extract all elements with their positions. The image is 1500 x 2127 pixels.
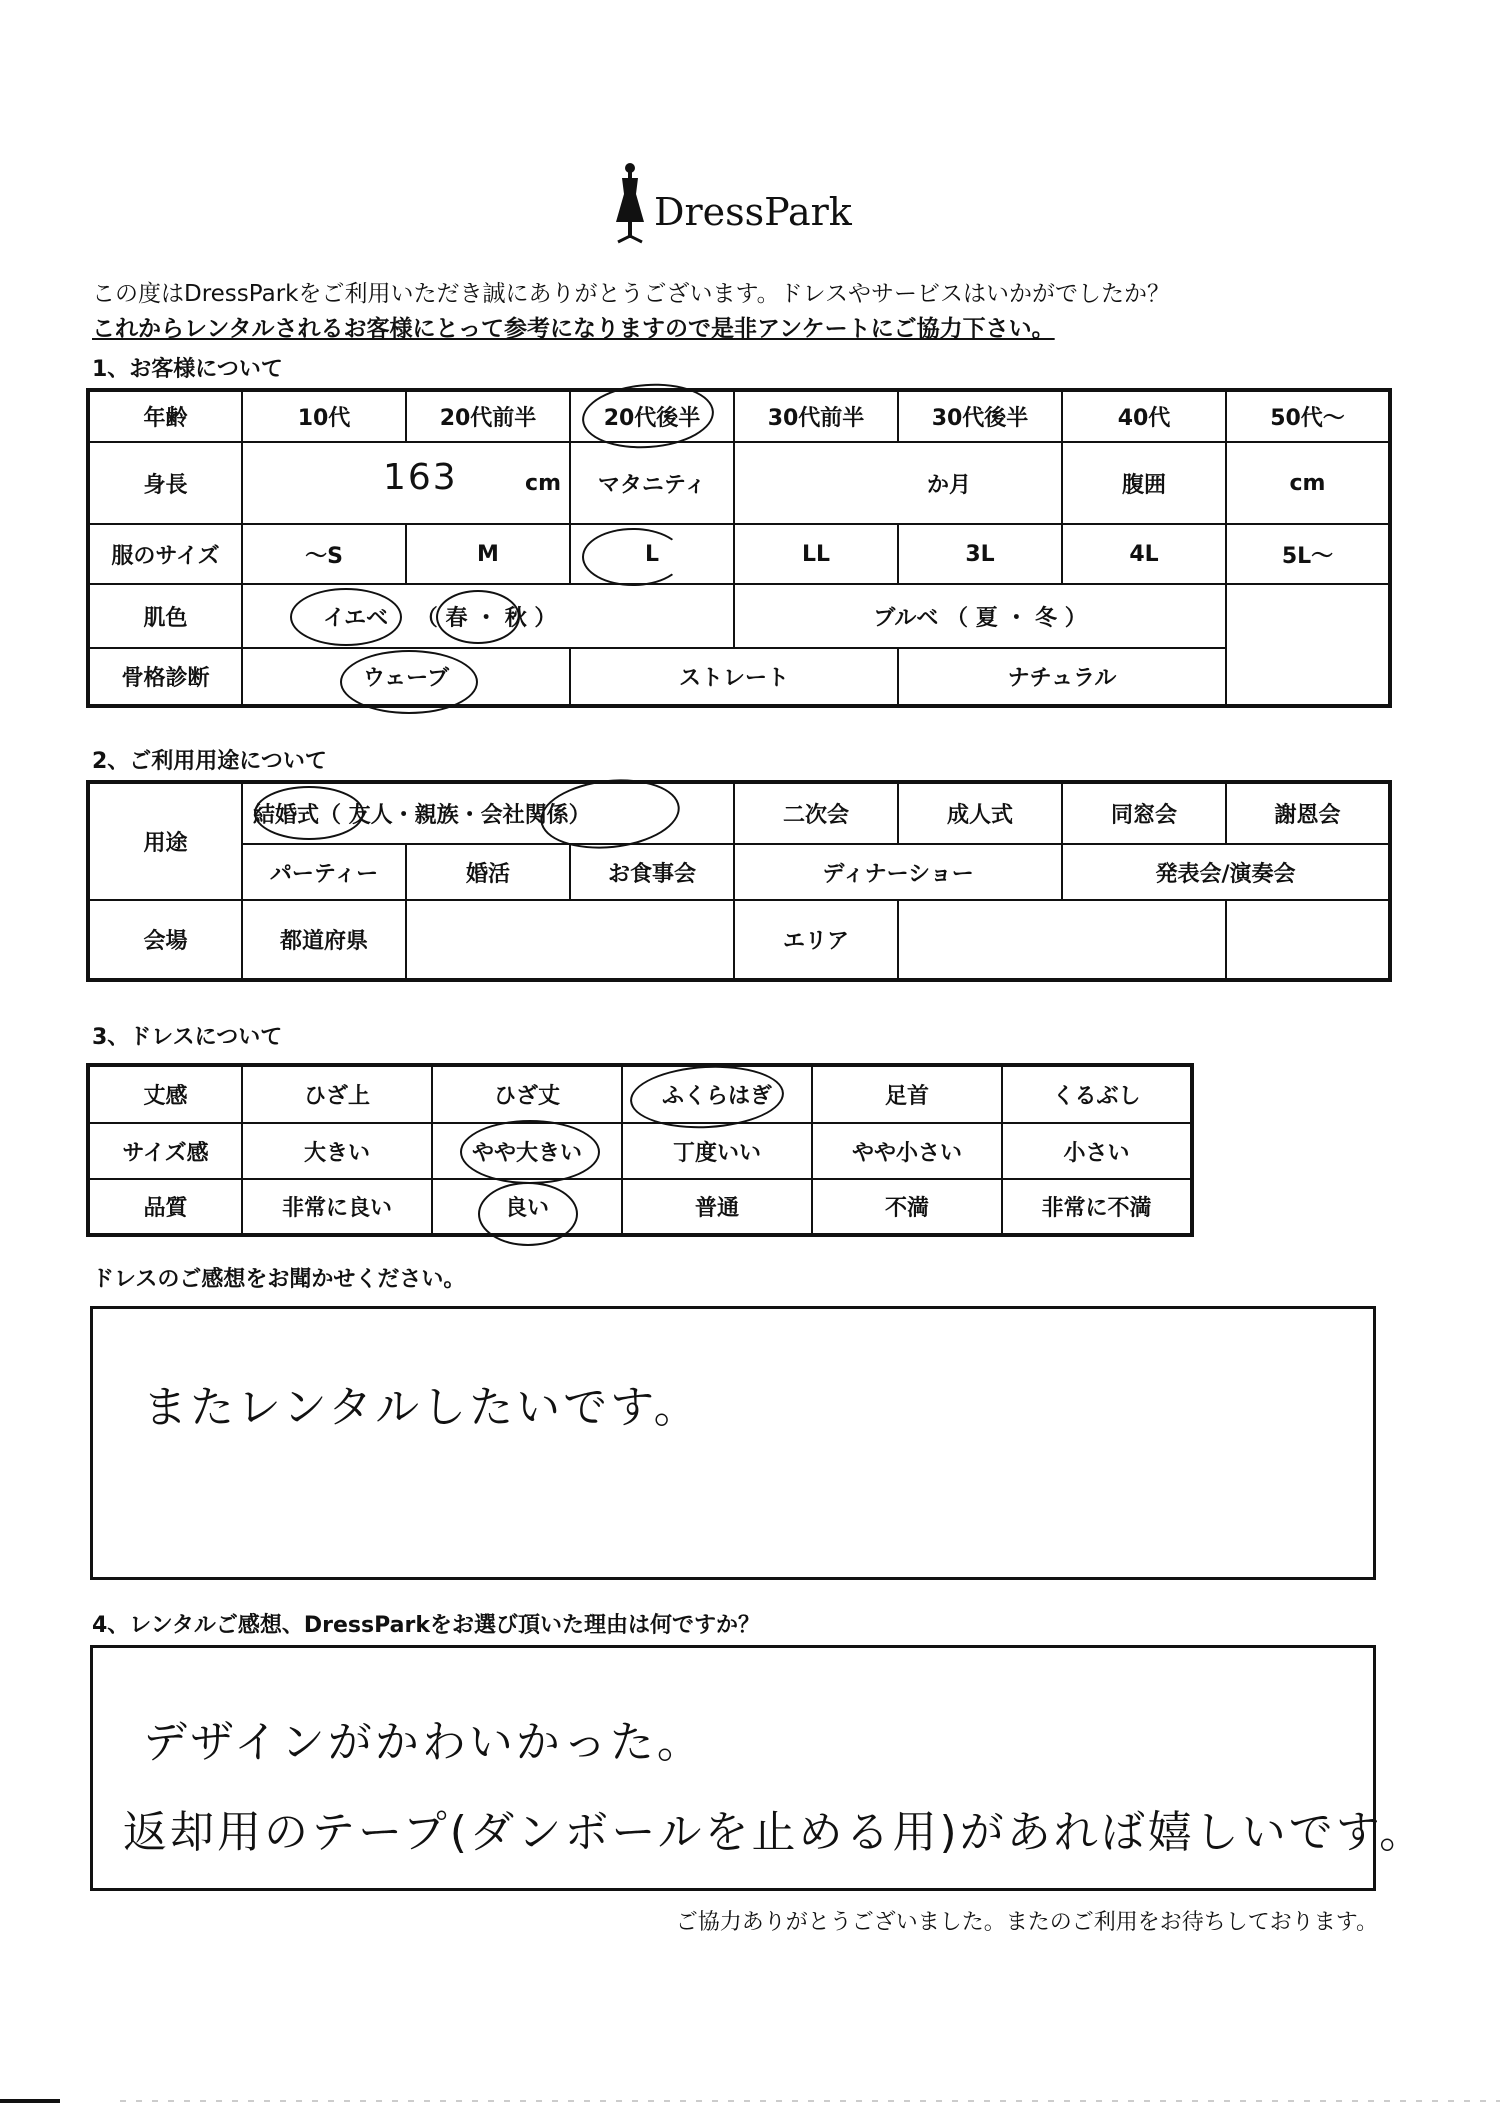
intro-text: この度はDressParkをご利用いただき誠にありがとうございます。ドレスやサービスはいかがでしたか？ bbox=[92, 281, 1170, 307]
purpose-option[interactable]: 同窓会 bbox=[1062, 782, 1226, 844]
age-option[interactable]: 10代 bbox=[242, 390, 406, 442]
fit-option[interactable]: 小さい bbox=[1002, 1123, 1192, 1179]
empty-cell bbox=[1226, 900, 1390, 980]
dress-form-icon bbox=[610, 160, 650, 250]
belly-unit: cm bbox=[1289, 470, 1326, 496]
purpose-option[interactable]: 発表会/演奏会 bbox=[1062, 844, 1390, 900]
section4-title: 4、レンタルご感想、DressParkをお選び頂いた理由は何ですか？ bbox=[92, 1613, 760, 1638]
fit-row bbox=[88, 1123, 1192, 1179]
closing-message: ご協力ありがとうございました。またのご利用をお待ちしております。 bbox=[675, 1910, 1378, 1935]
fit-option-selected[interactable]: やや大きい bbox=[432, 1123, 622, 1179]
skin-yellow-seasons[interactable]: （ 春 ・ 秋 ） bbox=[415, 605, 557, 631]
brand-name: DressPark bbox=[654, 190, 852, 234]
purpose-option[interactable]: 謝恩会 bbox=[1226, 782, 1390, 844]
purpose-option[interactable]: 成人式 bbox=[898, 782, 1062, 844]
height-field[interactable] bbox=[242, 442, 570, 524]
impression-answer: またレンタルしたいです。 bbox=[143, 1382, 701, 1433]
purpose-option[interactable]: パーティー bbox=[242, 844, 406, 900]
fit-option[interactable]: 大きい bbox=[242, 1123, 432, 1179]
height-label: 身長 bbox=[88, 442, 242, 524]
customer-table bbox=[86, 388, 1392, 708]
brand-logo bbox=[610, 160, 850, 260]
frame-row bbox=[88, 648, 1390, 706]
height-row bbox=[88, 442, 1390, 524]
quality-option-selected[interactable]: 良い bbox=[432, 1179, 622, 1235]
impression-box[interactable] bbox=[90, 1306, 1376, 1580]
impression-prompt: ドレスのご感想をお聞かせください。 bbox=[92, 1267, 466, 1292]
quality-label: 品質 bbox=[88, 1179, 242, 1235]
purpose-option[interactable]: 婚活 bbox=[406, 844, 570, 900]
size-option[interactable]: M bbox=[406, 524, 570, 584]
age-option[interactable]: 20代前半 bbox=[406, 390, 570, 442]
frame-option-selected[interactable]: ウェーブ bbox=[242, 648, 570, 706]
purpose-option[interactable]: お食事会 bbox=[570, 844, 734, 900]
fit-label: サイズ感 bbox=[88, 1123, 242, 1179]
length-option[interactable]: 足首 bbox=[812, 1065, 1002, 1123]
age-option[interactable]: 30代前半 bbox=[734, 390, 898, 442]
belly-label: 腹囲 bbox=[1062, 442, 1226, 524]
length-option-selected[interactable]: ふくらはぎ bbox=[622, 1065, 812, 1123]
age-label: 年齢 bbox=[88, 390, 242, 442]
section2-title: 2、ご利用用途について bbox=[92, 749, 327, 774]
length-option[interactable]: ひざ上 bbox=[242, 1065, 432, 1123]
quality-option[interactable]: 不満 bbox=[812, 1179, 1002, 1235]
length-option[interactable]: ひざ丈 bbox=[432, 1065, 622, 1123]
frame-option[interactable]: ストレート bbox=[570, 648, 898, 706]
height-unit: cm bbox=[525, 470, 561, 496]
age-option[interactable]: 50代～ bbox=[1226, 390, 1390, 442]
reason-answer-line2: 返却用のテープ(ダンボールを止める用)があれば嬉しいです。 bbox=[123, 1807, 1427, 1858]
age-row bbox=[88, 390, 1390, 442]
intro-request: これからレンタルされるお客様にとって参考になりますので是非アンケートにご協力下さい。 bbox=[92, 316, 1055, 342]
size-option[interactable]: ～S bbox=[242, 524, 406, 584]
dress-table bbox=[86, 1063, 1194, 1237]
section1-title: 1、お客様について bbox=[92, 357, 283, 382]
purpose-table bbox=[86, 780, 1392, 982]
purpose-option[interactable]: ディナーショー bbox=[734, 844, 1062, 900]
area-field[interactable] bbox=[898, 900, 1226, 980]
frame-option[interactable]: ナチュラル bbox=[898, 648, 1226, 706]
reason-box[interactable] bbox=[90, 1645, 1427, 1891]
months-field[interactable] bbox=[734, 442, 1062, 524]
prefecture-label: 都道府県 bbox=[242, 900, 406, 980]
reason-answer-line1: デザインがかわいかった。 bbox=[143, 1717, 704, 1768]
age-option[interactable]: 30代後半 bbox=[898, 390, 1062, 442]
age-option[interactable]: 40代 bbox=[1062, 390, 1226, 442]
months-unit: か月 bbox=[926, 472, 971, 498]
footer-rule bbox=[0, 2098, 1500, 2104]
quality-option[interactable]: 普通 bbox=[622, 1179, 812, 1235]
quality-option[interactable]: 非常に良い bbox=[242, 1179, 432, 1235]
age-option-selected[interactable]: 20代後半 bbox=[570, 390, 734, 442]
size-option-selected[interactable]: L bbox=[570, 524, 734, 584]
fit-option[interactable]: 丁度いい bbox=[622, 1123, 812, 1179]
empty-cell bbox=[1226, 584, 1390, 648]
size-option[interactable]: 5L～ bbox=[1226, 524, 1390, 584]
skin-blue-field[interactable]: ブルベ （ 夏 ・ 冬 ） bbox=[734, 584, 1226, 648]
purpose-wedding[interactable]: 結婚式（ 友人・親族・会社関係） bbox=[242, 782, 734, 844]
skin-yellow[interactable]: イエベ bbox=[323, 605, 389, 631]
venue-label: 会場 bbox=[88, 900, 242, 980]
size-row bbox=[88, 524, 1390, 584]
purpose-label: 用途 bbox=[88, 782, 242, 900]
skin-label: 肌色 bbox=[88, 584, 242, 648]
length-label: 丈感 bbox=[88, 1065, 242, 1123]
length-option[interactable]: くるぶし bbox=[1002, 1065, 1192, 1123]
quality-row bbox=[88, 1179, 1192, 1235]
size-label: 服のサイズ bbox=[88, 524, 242, 584]
purpose-option[interactable]: 二次会 bbox=[734, 782, 898, 844]
prefecture-field[interactable] bbox=[406, 900, 734, 980]
size-option[interactable]: 3L bbox=[898, 524, 1062, 584]
skin-row bbox=[88, 584, 1390, 648]
frame-label: 骨格診断 bbox=[88, 648, 242, 706]
size-option[interactable]: 4L bbox=[1062, 524, 1226, 584]
area-label: エリア bbox=[734, 900, 898, 980]
quality-option[interactable]: 非常に不満 bbox=[1002, 1179, 1192, 1235]
maternity-label: マタニティ bbox=[570, 442, 734, 524]
length-row bbox=[88, 1065, 1192, 1123]
skin-yellow-field[interactable] bbox=[242, 584, 734, 648]
height-value: 163 bbox=[383, 457, 458, 498]
fit-option[interactable]: やや小さい bbox=[812, 1123, 1002, 1179]
section3-title: 3、ドレスについて bbox=[92, 1025, 283, 1050]
empty-cell bbox=[1226, 648, 1390, 706]
belly-field[interactable] bbox=[1226, 442, 1390, 524]
size-option[interactable]: LL bbox=[734, 524, 898, 584]
